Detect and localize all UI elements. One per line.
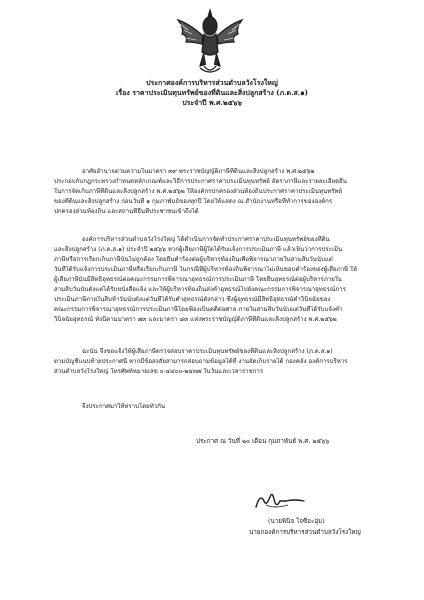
announcement-year: ประจำปี พ.ศ.๒๕๖๖ xyxy=(182,98,242,107)
paragraph2-line: ประเมินภาษีภายในสิบห้าวันนับตั้งแต่วันที่ได้รับคำอุทธรณ์ดังกล่าว ซึ่งผู้อุทธรณ์มีสิทธิอุทธรณ์คำวินิจฉัยของ xyxy=(54,296,331,303)
paragraph2-line: องค์การบริหารส่วนตำบลวังโรงใหญ่ ได้ดำเนินการจัดทำประกาศราคาประเมินทุนทรัพย์ของที่ดิน xyxy=(82,236,330,243)
paragraph3-line: ตามบัญชีแนบท้ายประกาศนี้ หากมีข้อสงสัยสามารถสอบถามข้อมูลได้ที่ งานจัดเก็บรายได้ กองคลัง องค์การบริหาร xyxy=(54,358,348,365)
paragraph2-line: วินิจฉัยอุทธรณ์ ทั้งนี้ตามมาตรา ๗๓ และมาตรา ๘๓ แห่งพระราชบัญญัติภาษีที่ดินและสิ่งปลูกสร้าง พ.ศ.๒๕๖๒ xyxy=(54,316,337,323)
paragraph1-line: อาศัยอำนาจตามความในมาตรา ๓๙ พระราชบัญญัติภาษีที่ดินและสิ่งปลูกสร้าง พ.ศ.๒๕๖๒ xyxy=(82,168,315,175)
closing-statement: จึงประกาศมาให้ทราบโดยทั่วกัน xyxy=(82,403,166,410)
announcement-subject: เรื่อง ราคาประเมินทุนทรัพย์ของที่ดินและสิ่งปลูกสร้าง (ภ.ด.ส.๑) xyxy=(116,88,308,97)
paragraph2-line: สามสิบวันนับตั้งแต่ได้รับหนังสือแจ้ง และให้ผู้บริหารท้องถิ่นส่งคำอุทธรณ์ไปยังคณะกรรมการพิจารณาอุทธรณ์การ xyxy=(54,286,346,293)
paragraph1-line: ปกครองส่วนท้องถิ่น และสถานที่อื่นที่ประชาชนเข้าถึงได้ xyxy=(54,208,199,215)
paragraph1-line: ประกอบกับกฎกระทรวงกำหนดหลักเกณฑ์และวิธีการประกาศราคาประเมินทุนทรัพย์ อัตราภาษีและรายละเอียดอื่น xyxy=(54,178,347,185)
paragraph2-line: ภาษีหรือการเรียกเก็บภาษีนั้นไม่ถูกต้อง โดยยื่นคำร้องต่อผู้บริหารท้องถิ่นเพื่อพิจารณาภายในสามสิบวันนับแต่ xyxy=(54,256,333,263)
signatory-name: (นายพินิจ ใจซื่อะอุ่ม) xyxy=(268,518,325,525)
signature-icon xyxy=(252,487,310,513)
signatory-position: นายกองค์การบริหารส่วนตำบลวังโรงใหญ่ xyxy=(249,529,361,536)
dateline: ประกาศ ณ วันที่ ๒๐ เดือน กุมภาพันธ์ พ.ศ. ๒๕๖๖ xyxy=(196,438,330,445)
paragraph2-line: ผู้เสียภาษีนั้นมีสิทธิอุทธรณ์ต่อคณะกรรมการพิจารณาอุทธรณ์การประเมินภาษี โดยยื่นอุทธรณ์ต่อผู้บริหารภายใน xyxy=(54,276,342,283)
paragraph3-line: ฉะนั้น จึงขอแจ้งให้ผู้เสียภาษีตรวจสอบราคาประเมินทุนทรัพย์ของที่ดินและสิ่งปลูกสร้าง (ภ.ด.ส.๑) xyxy=(82,348,333,355)
paragraph1-line: ในการจัดเก็บภาษีที่ดินและสิ่งปลูกสร้าง พ.ศ.๒๕๖๒ ให้องค์กรปกครองส่วนท้องถิ่นประกาศราคาประเมินทุนทรัพย์ xyxy=(54,188,343,195)
garuda-emblem-icon xyxy=(174,6,246,78)
paragraph1-line: ของที่ดินและสิ่งปลูกสร้าง ก่อนวันที่ ๑ กุมภาพันธ์ของทุกปี โดยให้แสดง ณ สำนักงานหรือที่ทำการขององค์กร xyxy=(54,198,333,205)
paragraph2-line: วันที่ได้รับแจ้งการประเมินภาษีหรือเรียกเก็บภาษี ในกรณีที่ผู้บริหารท้องถิ่นพิจารณาไม่เห็นชอบคำร้องของผู้เสียภาษี ให้ xyxy=(54,266,357,273)
paragraph2-line: คณะกรรมการพิจารณาอุทธรณ์การประเมินภาษีโดยฟ้องเป็นคดีต่อศาล ภายในสามสิบวันนับแต่วันที่ได้รับแจ้งคำ xyxy=(54,306,343,313)
paragraph2-line: และสิ่งปลูกสร้าง (ภ.ด.ส.๑) ประจำปี ๒๕๖๖ หากผู้เสียภาษีผู้ใดได้รับแจ้งการประเมินภาษี แล้วเห็นว่าการประเมิน xyxy=(54,246,343,253)
paragraph3-line: ส่วนตำบลวังโรงใหญ่ โทรศัพท์หมายเลข ๐-๔๔๐๐-๒๔๓๗ ในวันและเวลาราชการ xyxy=(54,368,264,375)
announcement-title: ประกาศองค์การบริหารส่วนตำบลวังโรงใหญ่ xyxy=(146,78,278,87)
